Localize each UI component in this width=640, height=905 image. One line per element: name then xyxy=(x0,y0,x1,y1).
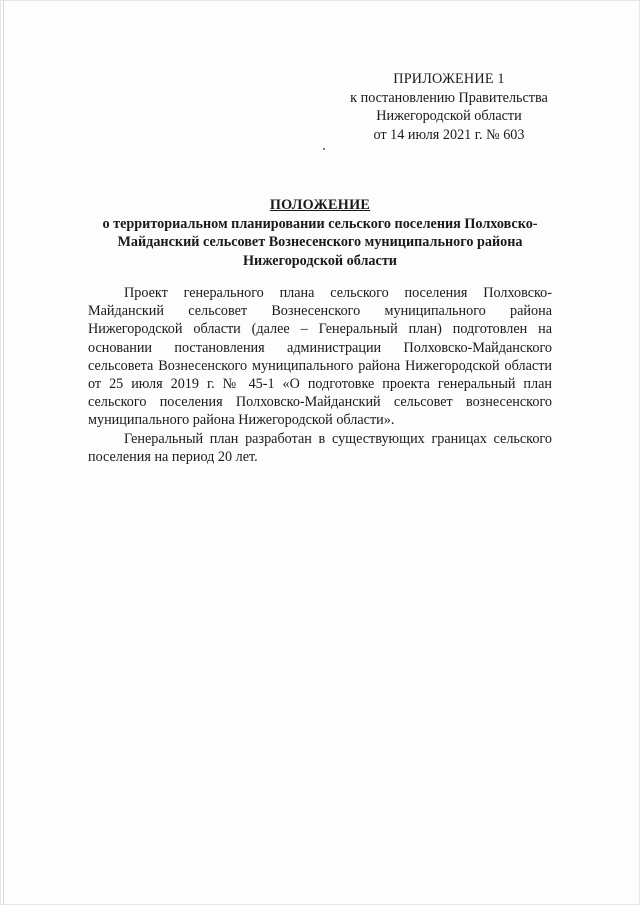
scan-edge xyxy=(3,0,4,905)
appendix-line-3: от 14 июля 2021 г. № 603 xyxy=(373,126,525,143)
document-subtitle-line-1: о территориальном планировании сельского поселения Полховско- xyxy=(102,215,538,232)
document-heading xyxy=(88,196,552,270)
document-title: ПОЛОЖЕНИЕ xyxy=(269,197,371,213)
document-body xyxy=(88,284,552,466)
body-paragraph-1: Проект генерального плана сельского поселения Полховско-Майданский сельсовет Вознесенского муниципального района Нижегородской области (далее – Генеральный план) подготовлен на основании постановления администрации Полховско-Майданского сельсовета Вознесенского муниципального района Нижегородской области от 25 июля 2019 г. № 45-1 «О подготовке проекта генеральный план сельского поселения Полховско-Майданский сельсовет вознесенского муниципального района Нижегородской области». xyxy=(88,285,552,429)
document-subtitle-line-2: Майданский сельсовет Вознесенского муниципального района xyxy=(117,234,523,250)
scan-speck xyxy=(323,148,325,150)
appendix-line-2: Нижегородской области xyxy=(376,108,522,124)
document-subtitle-line-3: Нижегородской области xyxy=(243,252,397,269)
appendix-line-1: к постановлению Правительства xyxy=(350,89,548,106)
appendix-title: ПРИЛОЖЕНИЕ 1 xyxy=(393,71,505,87)
body-paragraph-2: Генеральный план разработан в существующих границах сельского поселения на период 20 лет. xyxy=(88,430,552,465)
appendix-block xyxy=(318,70,580,144)
